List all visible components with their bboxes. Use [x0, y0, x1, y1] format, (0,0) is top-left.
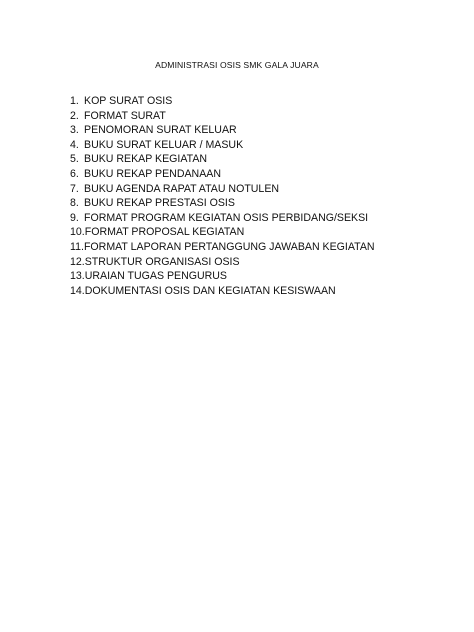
document-title: ADMINISTRASI OSIS SMK GALA JUARA — [155, 60, 319, 70]
list-item — [70, 211, 460, 226]
list-item — [70, 240, 460, 255]
list-item — [70, 167, 460, 182]
list-item — [70, 182, 460, 197]
list-item-number: 9. — [70, 211, 79, 224]
list-item-text: FORMAT SURAT — [84, 109, 166, 122]
list-item-text: BUKU REKAP KEGIATAN — [84, 153, 208, 166]
list-item-number: 1. — [70, 95, 79, 107]
list-item-number: 6. — [70, 167, 79, 180]
list-item-text: KOP SURAT OSIS — [84, 95, 173, 107]
list-item — [70, 138, 460, 153]
list-item-number: 11. — [70, 240, 84, 253]
list-item — [70, 284, 460, 299]
list-item — [70, 196, 460, 211]
list-item-number: 3. — [70, 124, 79, 137]
administration-list — [70, 94, 460, 298]
list-item — [70, 269, 460, 284]
list-item-text: PENOMORAN SURAT KELUAR — [84, 124, 237, 137]
list-item-text: FORMAT PROGRAM KEGIATAN OSIS PERBIDANG/SEKSI — [84, 211, 369, 224]
list-item-number: 8. — [70, 197, 79, 210]
list-item-number: 2. — [70, 109, 79, 122]
list-item-text: BUKU SURAT KELUAR / MASUK — [84, 138, 244, 151]
list-item-number: 4. — [70, 138, 79, 151]
list-item — [70, 225, 460, 240]
list-item-text: FORMAT PROPOSAL KEGIATAN — [84, 226, 245, 239]
list-item-text: URAIAN TUGAS PENGURUS — [84, 270, 227, 283]
list-item-number: 14. — [70, 284, 85, 297]
list-item-number: 7. — [70, 182, 79, 195]
list-item-text: STRUKTUR ORGANISASI OSIS — [84, 255, 240, 268]
list-item — [70, 152, 460, 167]
list-item-number: 10. — [70, 226, 85, 239]
list-item-number: 5. — [70, 153, 79, 166]
list-item — [70, 255, 460, 270]
list-item-text: BUKU REKAP PRESTASI OSIS — [84, 197, 235, 210]
list-item-text: DOKUMENTASI OSIS DAN KEGIATAN KESISWAAN — [84, 284, 336, 297]
list-item-text: FORMAT LAPORAN PERTANGGUNG JAWABAN KEGIATAN — [83, 240, 375, 253]
list-item — [70, 109, 460, 124]
list-item-text: BUKU AGENDA RAPAT ATAU NOTULEN — [84, 182, 280, 195]
list-item — [70, 94, 460, 109]
list-item — [70, 123, 460, 138]
list-item-number: 13. — [70, 270, 85, 283]
list-item-number: 12. — [70, 255, 85, 268]
list-item-text: BUKU REKAP PENDANAAN — [84, 167, 221, 180]
